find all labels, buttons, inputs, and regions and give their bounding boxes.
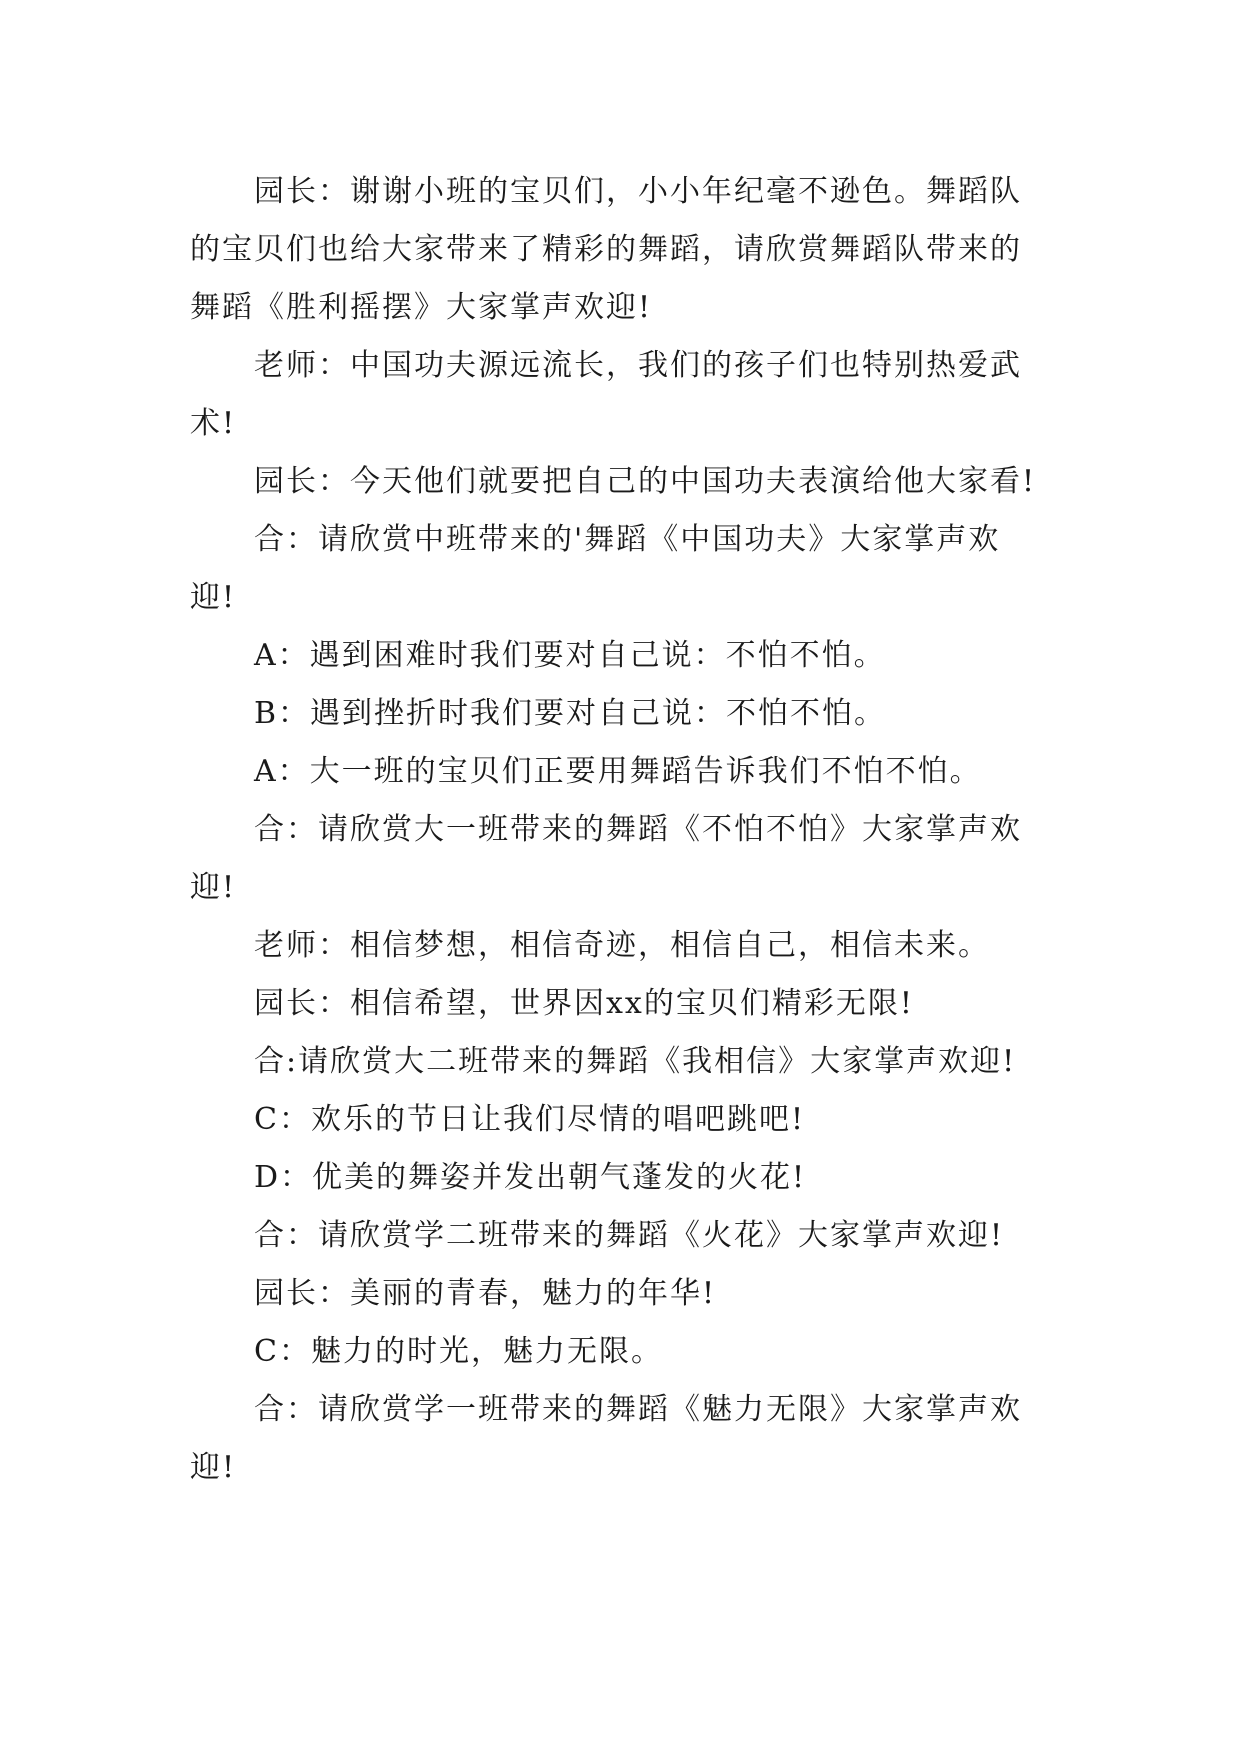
paragraph-13: D：优美的舞姿并发出朝气蓬发的火花! <box>254 1160 807 1195</box>
paragraph-14: 合：请欣赏学二班带来的舞蹈《火花》大家掌声欢迎! <box>254 1218 1005 1253</box>
paragraph-6: B：遇到挫折时我们要对自己说：不怕不怕。 <box>254 696 887 731</box>
paragraph-12: C：欢乐的节日让我们尽情的唱吧跳吧! <box>254 1102 806 1137</box>
paragraph-15: 园长：美丽的青春，魅力的年华! <box>254 1276 717 1311</box>
paragraph-7: A：大一班的宝贝们正要用舞蹈告诉我们不怕不怕。 <box>254 754 982 789</box>
paragraph-9: 老师：相信梦想，相信奇迹，相信自己，相信未来。 <box>254 928 990 963</box>
paragraph-5: A：遇到困难时我们要对自己说：不怕不怕。 <box>254 638 886 673</box>
paragraph-4: 合：请欣赏中班带来的'舞蹈《中国功夫》大家掌声欢迎! <box>190 522 1001 615</box>
paragraph-17: 合：请欣赏学一班带来的舞蹈《魅力无限》大家掌声欢迎! <box>190 1392 1022 1485</box>
paragraph-8: 合：请欣赏大一班带来的舞蹈《不怕不怕》大家掌声欢迎! <box>190 812 1022 905</box>
paragraph-10: 园长：相信希望，世界因xx的宝贝们精彩无限! <box>254 986 914 1021</box>
paragraph-11: 合:请欣赏大二班带来的舞蹈《我相信》大家掌声欢迎! <box>254 1044 1017 1079</box>
paragraph-3: 园长：今天他们就要把自己的中国功夫表演给他大家看! <box>254 464 1037 499</box>
paragraph-2: 老师：中国功夫源远流长，我们的孩子们也特别热爱武术! <box>190 348 1022 441</box>
document-body <box>190 163 1046 1497</box>
paragraph-1: 园长：谢谢小班的宝贝们，小小年纪毫不逊色。舞蹈队的宝贝们也给大家带来了精彩的舞蹈，请欣赏舞蹈队带来的舞蹈《胜利摇摆》大家掌声欢迎! <box>190 174 1022 325</box>
paragraph-16: C：魅力的时光，魅力无限。 <box>254 1334 663 1369</box>
